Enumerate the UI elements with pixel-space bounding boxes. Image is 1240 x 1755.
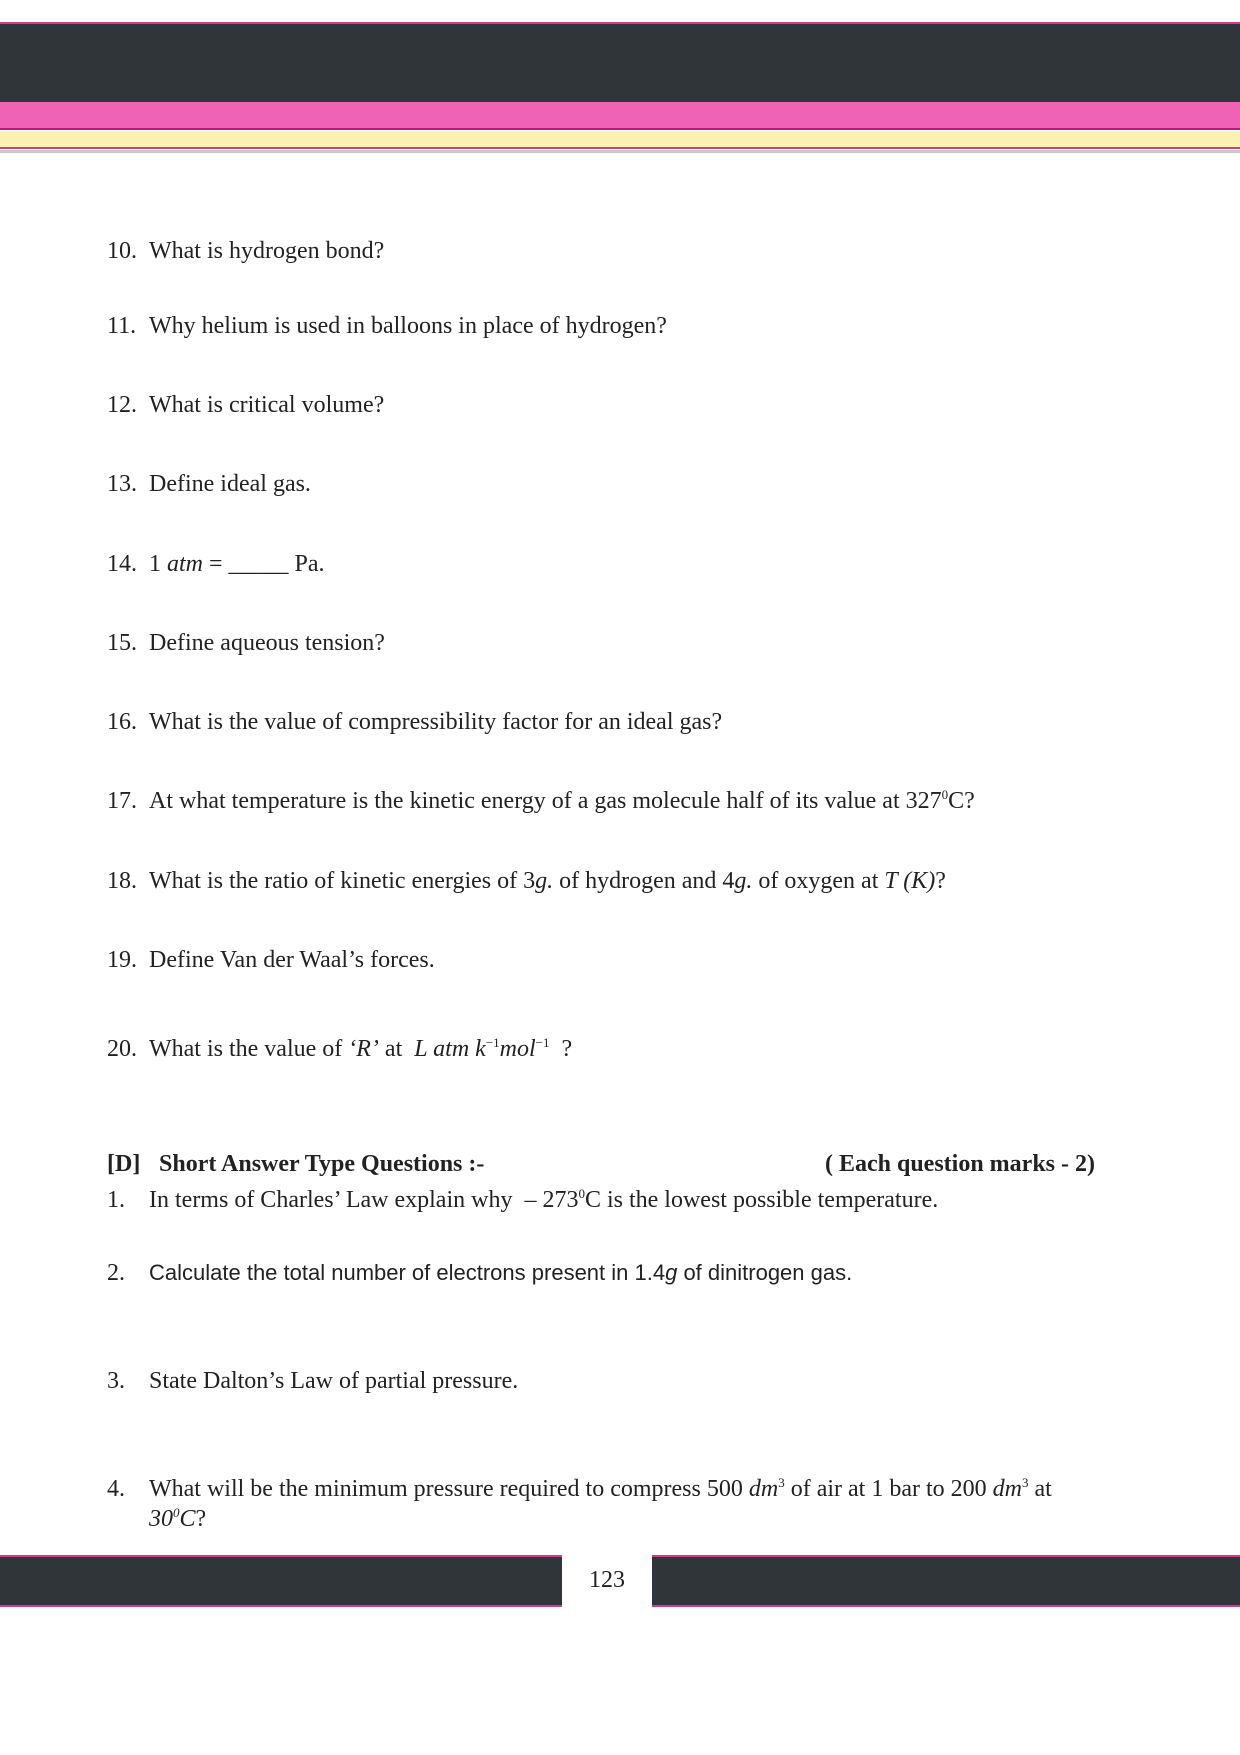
section-d-heading — [107, 1149, 1095, 1179]
header-gray-rule — [0, 150, 1240, 153]
question-17: 17. At what temperature is the kinetic energy of a gas molecule half of its value at $327^0C$? — [107, 787, 975, 814]
header-cream-band — [0, 131, 1240, 149]
page-number: 123 — [589, 1567, 625, 1593]
section-title: Short Answer Type Questions :- — [159, 1151, 485, 1177]
header-pink-band — [0, 102, 1240, 130]
question-16: 16. What is the value of compressibility factor for an ideal gas? — [107, 709, 723, 735]
short-question-1: 1. In terms of Charles’ Law explain why – $273^0C$ is the lowest possible temperature. — [107, 1186, 939, 1213]
short-question-4: 4. What will be the minimum pressure required to compress 500 $dm^3$ of air at 1 bar to 200 $dm^3$ at — [107, 1475, 1052, 1502]
footer-left-band — [0, 1555, 562, 1607]
question-20: 20. What is the value of ‘R’ at L atm $k^{-1}mol^{-1}$ ? — [107, 1035, 573, 1062]
question-15: 15. Define aqueous tension? — [107, 630, 385, 656]
section-marks: ( Each question marks - 2) — [824, 1151, 1095, 1177]
question-19: 19. Define Van der Waal’s forces. — [107, 947, 435, 973]
question-18: 18. What is the ratio of kinetic energies of 3g. of hydrogen and 4g. of oxygen at T (K)? — [107, 868, 946, 894]
short-question-4-continued: $30^0C$? — [149, 1505, 207, 1532]
footer-right-band — [652, 1555, 1240, 1607]
short-question-3: 3. State Dalton’s Law of partial pressure. — [107, 1368, 519, 1394]
question-13: 13. Define ideal gas. — [107, 471, 311, 497]
question-12: 12. What is critical volume? — [107, 392, 385, 418]
short-question-2: 2. Calculate the total number of electrons present in 1.4g of dinitrogen gas. — [107, 1260, 853, 1286]
header-dark-band — [0, 22, 1240, 102]
question-11: 11. Why helium is used in balloons in place of hydrogen? — [107, 313, 667, 339]
section-label: [D] — [107, 1151, 141, 1177]
question-10: 10. What is hydrogen bond? — [107, 238, 385, 264]
question-14: 14. 1 atm = _____ Pa. — [107, 551, 325, 577]
